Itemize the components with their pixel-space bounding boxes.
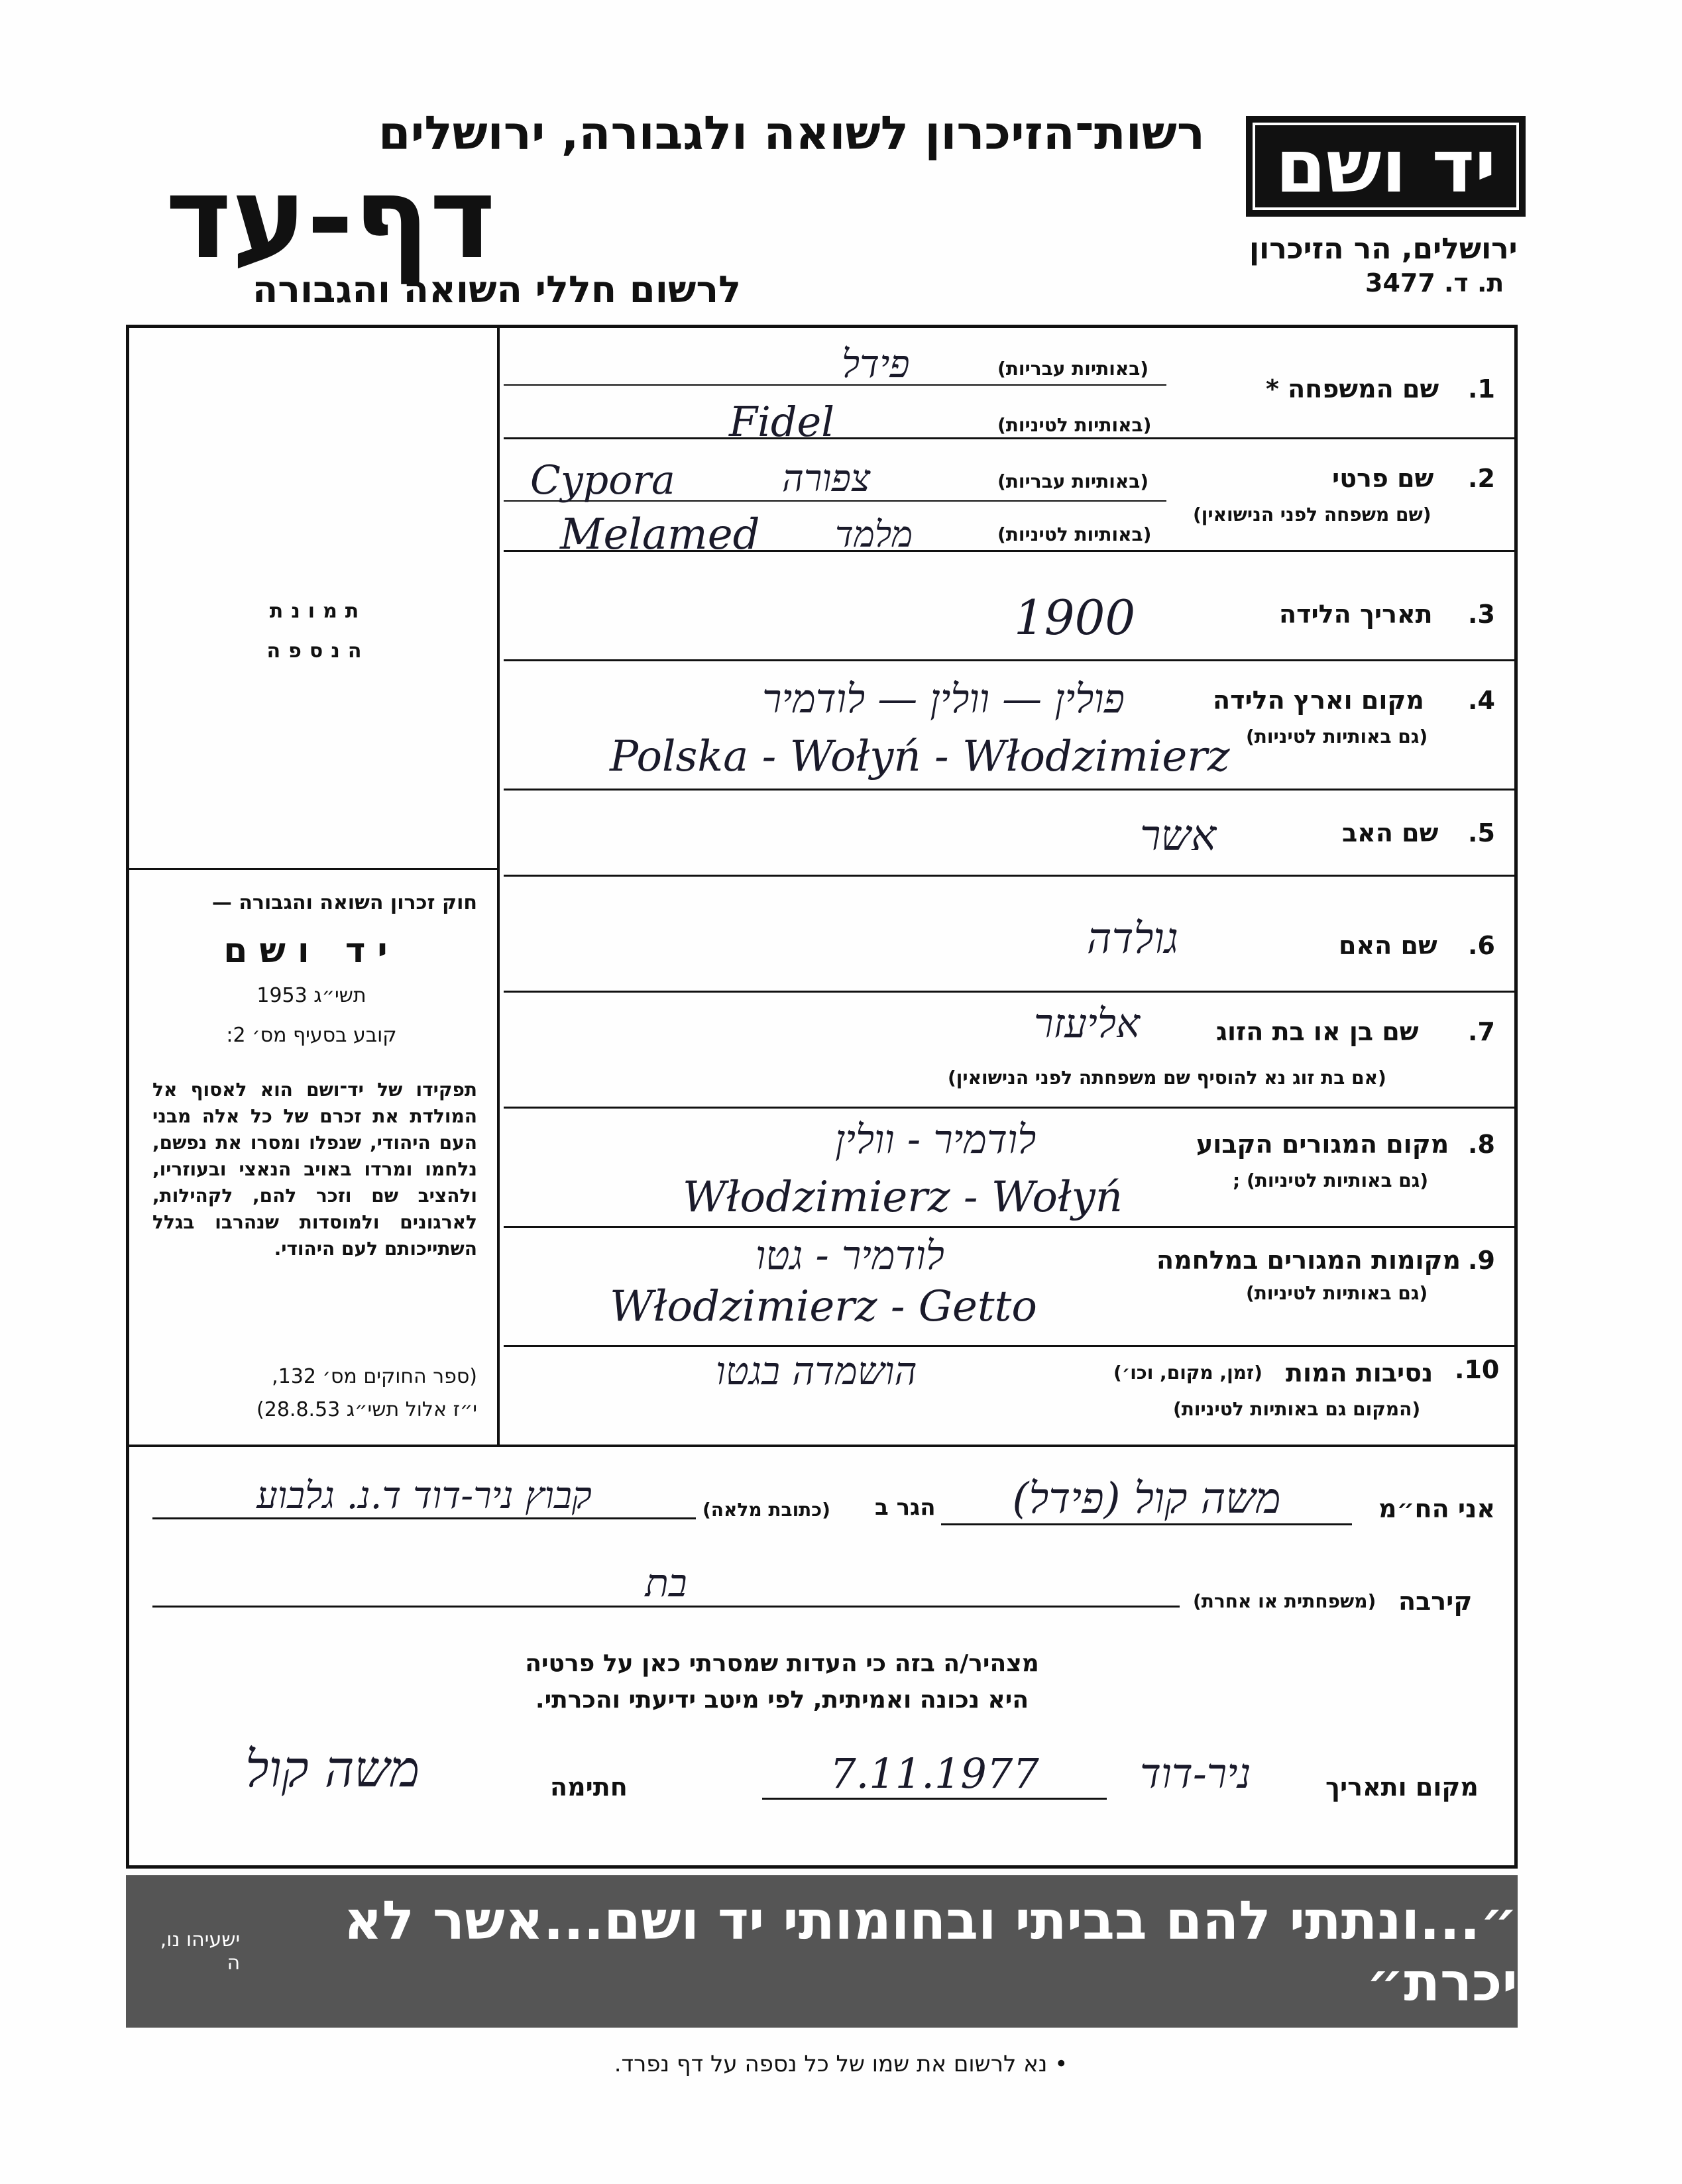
line-f1a [504,384,1166,386]
field-4-number: 4. [1468,686,1495,715]
banner-reference: ישעיהו נו, ה [160,1928,241,1975]
field-9-value-latin: Włodzimierz - Getto [610,1282,1037,1331]
resides-label: הגר ב [875,1494,936,1521]
place-value: ניר-דוד [1140,1749,1251,1798]
declarant-label: אני הח״מ [1378,1494,1495,1523]
field-9-label: מקומות המגורים במלחמה [1156,1246,1461,1275]
field-8-sublabel: (גם באותיות לטיניות) ; [1233,1170,1429,1191]
field-4-label: מקום וארץ הלידה [1213,686,1424,715]
field-6-value: גולדה [1087,914,1178,963]
banner-quote: ״...ונתתי להם בביתי ובחומותי יד ושם...אשר לא יכרת״ [343,1890,1518,2013]
law-ref-1: (ספר החוקים מס׳ 132, [272,1365,477,1388]
kinship-value: בת [152,1560,1180,1608]
field-8-label: מקום המגורים הקבוע [1196,1130,1449,1159]
field-2-value-latin-first: Cypora [530,457,675,504]
field-1-hint-latin: (באותיות לטיניות) [997,414,1152,436]
form-title: דף-עד [165,153,496,284]
column-divider [497,325,500,1445]
field-1-hint-hebrew: (באותיות עבריות) [997,358,1149,380]
field-9-value-hebrew: לודמיר - גטו [756,1232,944,1279]
field-2-hint-latin: (באותיות לטיניות) [997,523,1152,545]
field-7-label: שם בן או בת הזוג [1216,1017,1419,1046]
field-4-value-latin: Polska - Wołyń - Włodzimierz [610,732,1230,781]
row-line [504,991,1518,993]
field-10-label: נסיבות המות [1286,1358,1433,1388]
signature: משה קול [245,1739,420,1798]
field-10-number: 10. [1455,1355,1500,1384]
field-2-value-hebrew: צפורה [782,457,871,500]
field-2-hint-hebrew: (באותיות עבריות) [997,470,1149,492]
field-8-value-hebrew: לודמיר - וולין [835,1117,1037,1163]
field-2-number: 2. [1468,464,1495,493]
field-1-value-latin: Fidel [729,398,835,446]
row-line [504,1226,1518,1228]
law-title: חוק זכרון השואה והגבורה — [211,891,477,914]
law-text: תפקידו של יד־ושם הוא לאסוף אל המולדת את זכרם של כל אלה מבני העם היהודי, שנפלו ומסרו את נפשם, נלחמו ומרדו באויב הנאצי ובעוזריו, ולהציב שם וזכר להם, לקהילות, לארגונים ולמוסדות שנהרבו בגלל השתייכותם לעם היהודי. [152,1079,477,1260]
field-8-number: 8. [1468,1130,1495,1159]
declaration-line-1: מצהיר/ה בזה כי העדות שמסרתי כאן על פרטיה [525,1650,1039,1677]
footer-note: • נא לרשום את שמו של כל נספה על דף נפרד. [614,2051,1068,2077]
row-line [504,789,1518,791]
field-4-value-hebrew: פולין — וולין — לודמיר [762,676,1125,722]
side-divider [126,868,497,870]
field-3-number: 3. [1468,600,1495,629]
photo-label-2: הנספה [266,639,370,663]
field-7-value: אליעזר [1034,1001,1140,1047]
field-1-value-hebrew: פידל [842,341,910,386]
field-10-value: הושמדה בגטו [716,1348,917,1393]
field-2-value-hebrew-maiden: מלמד [835,514,913,555]
kinship-label: קירבה [1398,1587,1473,1616]
section-divider [126,1445,1518,1447]
declarant-name: משה קול (פידל) [941,1474,1352,1525]
po-box: ת. ד. 3477 [1365,268,1504,298]
field-3-label: תאריך הלידה [1279,600,1433,629]
photo-label-1: תמונת [269,600,367,623]
address-hint: (כתובת מלאה) [702,1499,830,1521]
row-line [504,437,1518,439]
field-7-sublabel: (אם בת זוג נא להוסיף שם משפחתה לפני הנישואין) [948,1067,1386,1089]
declarant-address: קבוץ ניר-דוד ד.נ. גלבוע [152,1474,696,1519]
field-2-value-latin-maiden: Melamed [560,510,760,559]
place-date-label: מקום ותאריך [1325,1773,1479,1802]
row-line [504,875,1518,877]
row-line [504,1345,1518,1347]
field-10-sublabel: (המקום גם באותיות לטיניות) [1173,1398,1421,1420]
law-name: יד ושם [223,931,400,971]
field-5-number: 5. [1468,818,1495,847]
field-5-label: שם האב [1342,818,1439,847]
field-3-value: 1900 [1014,590,1136,645]
field-5-value: אשר [1140,812,1217,861]
field-7-number: 7. [1468,1017,1495,1046]
field-2-sublabel: (שם משפחה לפני הנישואין) [1193,504,1431,525]
signature-label: חתימה [550,1773,628,1802]
quote-banner [126,1875,1518,2028]
form-subtitle: לרשום חללי השואה והגבורה [252,268,741,311]
law-year: תשי״ג 1953 [256,984,366,1007]
field-4-sublabel: (גם באותיות לטיניות) [1246,726,1428,747]
date-value: 7.11.1977 [762,1749,1107,1800]
law-clause: קובע בסעיף מס׳ 2: [226,1024,397,1047]
kinship-hint: (משפחתית או אחרת) [1193,1590,1376,1612]
field-9-sublabel: (גם באותיות לטיניות) [1246,1282,1428,1304]
field-6-label: שם האם [1339,931,1437,960]
field-2-label: שם פרטי [1332,464,1434,493]
address: ירושלים, הר הזיכרון [1249,232,1518,266]
field-9-number: 9. [1468,1246,1495,1275]
field-1-label: שם המשפחה * [1266,374,1439,404]
organization-name: רשות־הזיכרון לשואה ולגבורה, ירושלים [378,106,1205,160]
field-8-value-latin: Włodzimierz - Wołyń [683,1173,1123,1222]
declaration-line-2: היא נכונה ואמיתית, לפי מיטב ידיעתי והכרתי. [535,1686,1029,1714]
row-line [504,1107,1518,1109]
field-6-number: 6. [1468,931,1495,960]
row-line [504,659,1518,661]
yad-vashem-logo: יד ושם [1246,116,1526,217]
field-1-number: 1. [1468,374,1495,404]
field-10-hint: (זמן, מקום, וכו׳) [1113,1362,1262,1384]
law-ref-2: י״ז אלול תשי״ג 28.8.53) [256,1398,477,1421]
